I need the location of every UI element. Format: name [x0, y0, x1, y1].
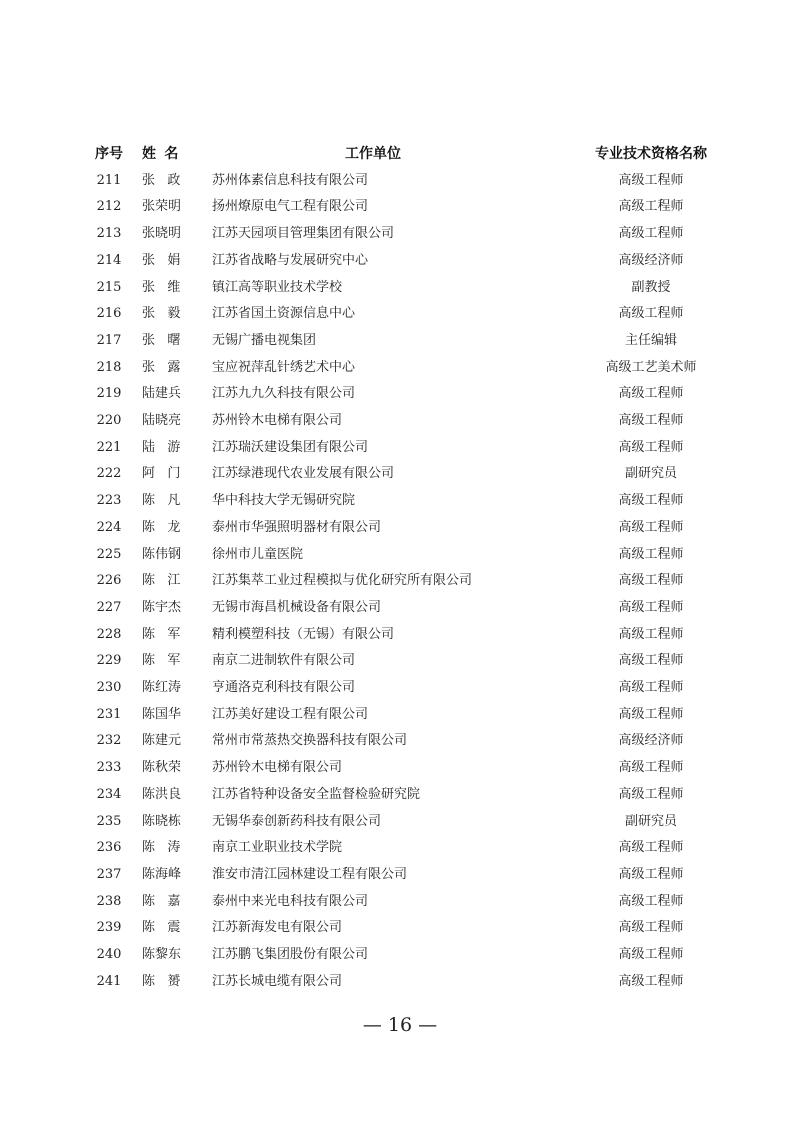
row-name: 陈赟 [142, 973, 193, 989]
row-serial-number: 240 [96, 947, 122, 963]
row-serial-number: 225 [96, 546, 122, 562]
row-qualification-title: 副研究员 [624, 813, 677, 829]
row-name: 陆晓亮 [142, 413, 182, 429]
table-row [84, 915, 748, 942]
row-serial-number: 213 [96, 226, 122, 242]
row-qualification-title: 高级工程师 [618, 706, 684, 722]
table-row [84, 381, 748, 408]
row-work-unit: 苏州铃木电梯有限公司 [212, 413, 343, 429]
header-qualification-title: 专业技术资格名称 [595, 146, 707, 162]
row-qualification-title: 高级工程师 [618, 626, 684, 642]
table-row [84, 194, 748, 221]
row-name: 陈海峰 [142, 866, 182, 882]
row-qualification-title: 高级工程师 [618, 680, 684, 696]
table-row [84, 969, 748, 996]
table-row [84, 595, 748, 622]
row-name: 张露 [142, 359, 193, 375]
row-work-unit: 江苏集萃工业过程模拟与优化研究所有限公司 [212, 573, 473, 589]
row-name: 陈伟钢 [142, 546, 182, 562]
table-row [84, 461, 748, 488]
row-work-unit: 无锡市海昌机械设备有限公司 [212, 599, 382, 615]
table-row [84, 488, 748, 515]
table-row [84, 889, 748, 916]
table-row [84, 809, 748, 836]
row-work-unit: 南京工业职业技术学院 [212, 840, 343, 856]
row-serial-number: 217 [96, 332, 122, 348]
row-name: 陈秋荣 [142, 760, 182, 776]
row-name: 陈震 [142, 920, 193, 936]
row-qualification-title: 高级工程师 [618, 519, 684, 535]
row-qualification-title: 副研究员 [624, 466, 677, 482]
row-name: 陈嘉 [142, 893, 193, 909]
row-name: 陈江 [142, 573, 193, 589]
row-work-unit: 常州市常蒸热交换器科技有限公司 [212, 733, 408, 749]
row-work-unit: 江苏省国土资源信息中心 [212, 306, 356, 322]
row-name: 陈军 [142, 653, 193, 669]
row-qualification-title: 高级工程师 [618, 439, 684, 455]
row-name: 张荣明 [142, 199, 182, 215]
row-name: 陈建元 [142, 733, 182, 749]
row-serial-number: 227 [96, 599, 122, 615]
row-name: 陆建兵 [142, 386, 182, 402]
row-qualification-title: 高级工程师 [618, 866, 684, 882]
table-row [84, 675, 748, 702]
row-serial-number: 226 [96, 573, 122, 589]
row-name: 陈洪良 [142, 786, 182, 802]
row-serial-number: 241 [96, 973, 122, 989]
row-work-unit: 镇江高等职业技术学校 [212, 279, 343, 295]
row-serial-number: 229 [96, 653, 122, 669]
row-work-unit: 泰州中来光电科技有限公司 [212, 893, 369, 909]
row-serial-number: 218 [96, 359, 122, 375]
row-work-unit: 华中科技大学无锡研究院 [212, 493, 356, 509]
row-name: 陈晓栋 [142, 813, 182, 829]
row-serial-number: 236 [96, 840, 122, 856]
table-row [84, 862, 748, 889]
row-work-unit: 无锡广播电视集团 [212, 332, 317, 348]
table-body [84, 168, 748, 996]
row-work-unit: 精利模塑科技（无锡）有限公司 [212, 626, 395, 642]
table-row [84, 355, 748, 382]
row-work-unit: 泰州市华强照明器材有限公司 [212, 519, 382, 535]
row-qualification-title: 高级工程师 [618, 786, 684, 802]
row-qualification-title: 高级工程师 [618, 386, 684, 402]
row-name: 陈军 [142, 626, 193, 642]
row-serial-number: 222 [96, 466, 122, 482]
row-serial-number: 212 [96, 199, 122, 215]
table-row [84, 168, 748, 195]
row-qualification-title: 高级工程师 [618, 840, 684, 856]
row-work-unit: 扬州燎原电气工程有限公司 [212, 199, 369, 215]
table-row [84, 221, 748, 248]
table-row [84, 248, 748, 275]
table-row [84, 408, 748, 435]
row-serial-number: 237 [96, 866, 122, 882]
row-serial-number: 233 [96, 760, 122, 776]
row-qualification-title: 高级工程师 [618, 306, 684, 322]
row-qualification-title: 高级工程师 [618, 172, 684, 188]
table-row [84, 328, 748, 355]
row-qualification-title: 高级工程师 [618, 653, 684, 669]
row-serial-number: 221 [96, 439, 122, 455]
row-serial-number: 219 [96, 386, 122, 402]
row-serial-number: 239 [96, 920, 122, 936]
row-name: 陈凡 [142, 493, 193, 509]
row-name: 陈国华 [142, 706, 182, 722]
row-qualification-title: 高级工程师 [618, 920, 684, 936]
row-work-unit: 江苏新海发电有限公司 [212, 920, 343, 936]
row-serial-number: 234 [96, 786, 122, 802]
page-number: — 16 — [362, 1014, 438, 1036]
row-serial-number: 230 [96, 680, 122, 696]
row-qualification-title: 高级工程师 [618, 893, 684, 909]
row-work-unit: 江苏天园项目管理集团有限公司 [212, 226, 395, 242]
row-name: 陈红涛 [142, 680, 182, 696]
row-serial-number: 220 [96, 413, 122, 429]
row-qualification-title: 高级工程师 [618, 493, 684, 509]
row-serial-number: 224 [96, 519, 122, 535]
row-serial-number: 223 [96, 493, 122, 509]
table-row [84, 568, 748, 595]
row-work-unit: 苏州体素信息科技有限公司 [212, 172, 369, 188]
table-row [84, 435, 748, 462]
row-work-unit: 江苏省战略与发展研究中心 [212, 252, 369, 268]
row-name: 张维 [142, 279, 193, 295]
row-serial-number: 214 [96, 252, 122, 268]
table-row [84, 755, 748, 782]
row-qualification-title: 高级工程师 [618, 226, 684, 242]
row-work-unit: 无锡华泰创新药科技有限公司 [212, 813, 382, 829]
row-work-unit: 江苏瑞沃建设集团有限公司 [212, 439, 369, 455]
row-name: 陈黎东 [142, 947, 182, 963]
table-row [84, 782, 748, 809]
table-row [84, 622, 748, 649]
table-row [84, 942, 748, 969]
row-qualification-title: 高级经济师 [618, 733, 684, 749]
row-qualification-title: 高级工艺美术师 [605, 359, 697, 375]
row-qualification-title: 高级工程师 [618, 760, 684, 776]
row-work-unit: 江苏美好建设工程有限公司 [212, 706, 369, 722]
row-serial-number: 228 [96, 626, 122, 642]
table-header-row [84, 141, 748, 168]
table-row [84, 835, 748, 862]
row-qualification-title: 高级工程师 [618, 546, 684, 562]
personnel-table [84, 141, 748, 996]
row-name: 阿门 [142, 466, 193, 482]
row-work-unit: 江苏长城电缆有限公司 [212, 973, 343, 989]
row-name: 陈宇杰 [142, 599, 182, 615]
row-serial-number: 215 [96, 279, 122, 295]
row-qualification-title: 高级工程师 [618, 199, 684, 215]
row-qualification-title: 高级工程师 [618, 947, 684, 963]
table-row [84, 515, 748, 542]
row-work-unit: 徐州市儿童医院 [212, 546, 304, 562]
table-row [84, 275, 748, 302]
header-work-unit: 工作单位 [345, 146, 401, 162]
row-qualification-title: 高级工程师 [618, 599, 684, 615]
row-qualification-title: 副教授 [631, 279, 671, 295]
row-work-unit: 亨通洛克利科技有限公司 [212, 680, 356, 696]
row-name: 张毅 [142, 306, 193, 322]
table-row [84, 728, 748, 755]
row-qualification-title: 高级工程师 [618, 973, 684, 989]
table-row [84, 542, 748, 569]
row-name: 陆游 [142, 439, 193, 455]
row-qualification-title: 高级工程师 [618, 573, 684, 589]
table-row [84, 702, 748, 729]
row-serial-number: 216 [96, 306, 122, 322]
row-serial-number: 232 [96, 733, 122, 749]
row-qualification-title: 高级工程师 [618, 413, 684, 429]
row-qualification-title: 主任编辑 [624, 332, 677, 348]
row-name: 陈龙 [142, 519, 193, 535]
row-work-unit: 江苏九九久科技有限公司 [212, 386, 356, 402]
row-work-unit: 宝应祝萍乱针绣艺术中心 [212, 359, 356, 375]
table-row [84, 301, 748, 328]
row-work-unit: 苏州铃木电梯有限公司 [212, 760, 343, 776]
row-work-unit: 江苏绿港现代农业发展有限公司 [212, 466, 395, 482]
row-work-unit: 江苏鹏飞集团股份有限公司 [212, 947, 369, 963]
row-work-unit: 南京二进制软件有限公司 [212, 653, 356, 669]
row-work-unit: 江苏省特种设备安全监督检验研究院 [212, 786, 421, 802]
row-name: 张政 [142, 172, 193, 188]
row-serial-number: 235 [96, 813, 122, 829]
row-serial-number: 231 [96, 706, 122, 722]
row-serial-number: 238 [96, 893, 122, 909]
row-work-unit: 淮安市清江园林建设工程有限公司 [212, 866, 408, 882]
table-row [84, 648, 748, 675]
row-name: 张娟 [142, 252, 193, 268]
row-name: 张曙 [142, 332, 193, 348]
row-name: 张晓明 [142, 226, 182, 242]
header-serial-number: 序号 [95, 146, 123, 162]
header-name: 姓名 [142, 146, 187, 162]
row-name: 陈涛 [142, 840, 193, 856]
row-qualification-title: 高级经济师 [618, 252, 684, 268]
row-serial-number: 211 [96, 172, 122, 188]
